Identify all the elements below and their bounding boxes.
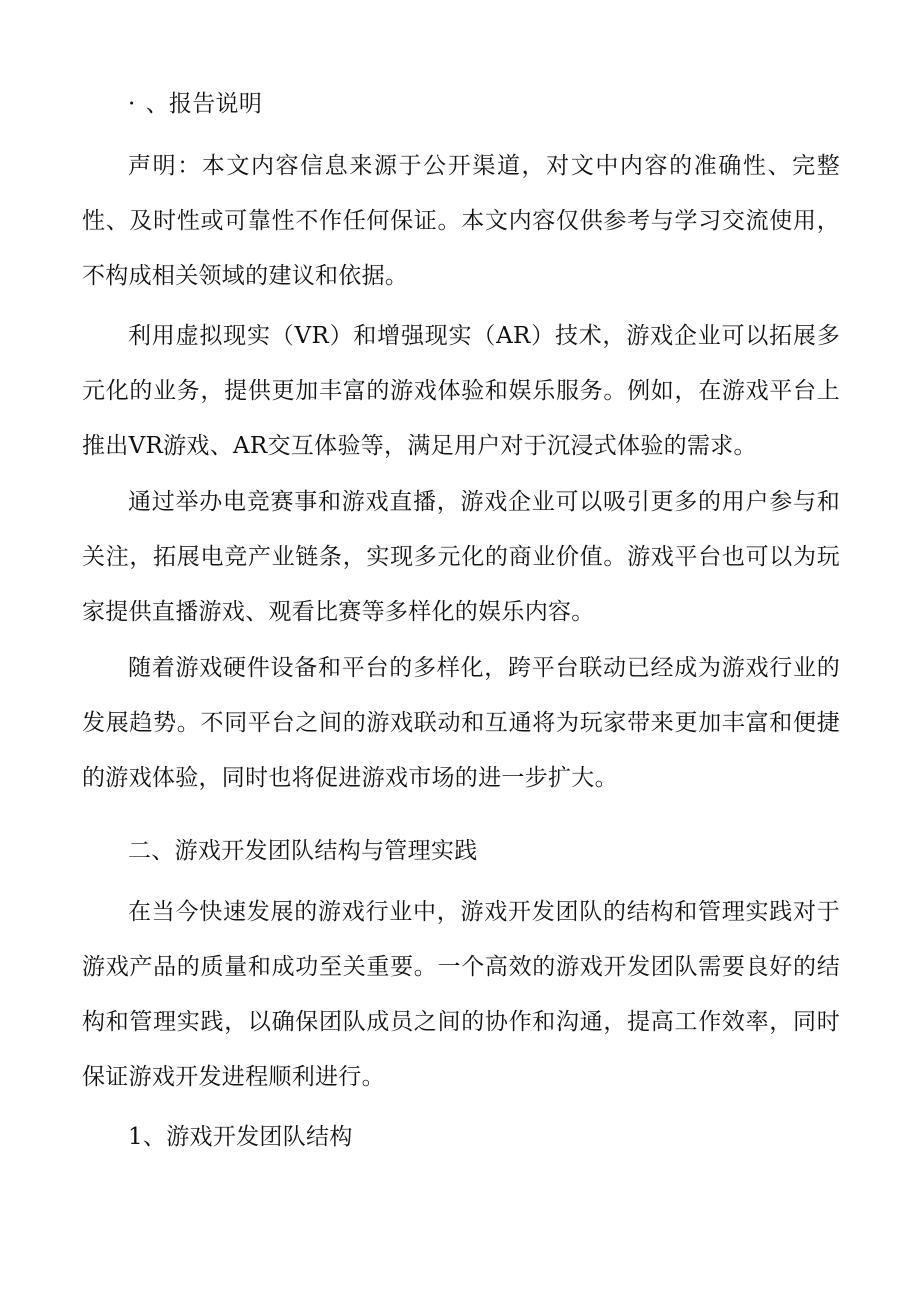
paragraph-vr-ar: 利用虚拟现实（VR）和增强现实（AR）技术，游戏企业可以拓展多元化的业务，提供更加丰富的游戏体验和娱乐服务。例如，在游戏平台上推出VR游戏、AR交互体验等，满足用户对于沉浸式体验的需求。 xyxy=(82,323,840,459)
paragraph-team-management: 在当今快速发展的游戏行业中，游戏开发团队的结构和管理实践对于游戏产品的质量和成功至关重要。一个高效的游戏开发团队需要良好的结构和管理实践，以确保团队成员之间的协作和沟通，提高工作效率，同时保证游戏开发进程顺利进行。 xyxy=(82,899,840,1090)
section-heading-report-notes xyxy=(128,84,262,124)
disclaimer-paragraph: 声明：本文内容信息来源于公开渠道，对文中内容的准确性、完整性、及时性或可靠性不作任何保证。本文内容仅供参考与学习交流使用，不构成相关领域的建议和依据。 xyxy=(82,153,840,289)
section-heading-text: 二、游戏开发团队结构与管理实践 xyxy=(128,838,478,864)
section-heading-text: 、报告说明 xyxy=(145,91,263,117)
paragraph-esports: 通过举办电竞赛事和游戏直播，游戏企业可以吸引更多的用户参与和关注，拓展电竞产业链条，实现多元化的商业价值。游戏平台也可以为玩家提供直播游戏、观看比赛等多样化的娱乐内容。 xyxy=(82,489,840,625)
paragraph-cross-platform: 随着游戏硬件设备和平台的多样化，跨平台联动已经成为游戏行业的发展趋势。不同平台之间的游戏联动和互通将为玩家带来更加丰富和便捷的游戏体验，同时也将促进游戏市场的进一步扩大。 xyxy=(82,655,840,791)
bullet-marker: · xyxy=(128,91,136,117)
subsection-heading-team-structure xyxy=(128,1117,353,1157)
subsection-heading-text: 1、游戏开发团队结构 xyxy=(128,1124,353,1150)
section-heading-team-structure xyxy=(128,831,478,871)
